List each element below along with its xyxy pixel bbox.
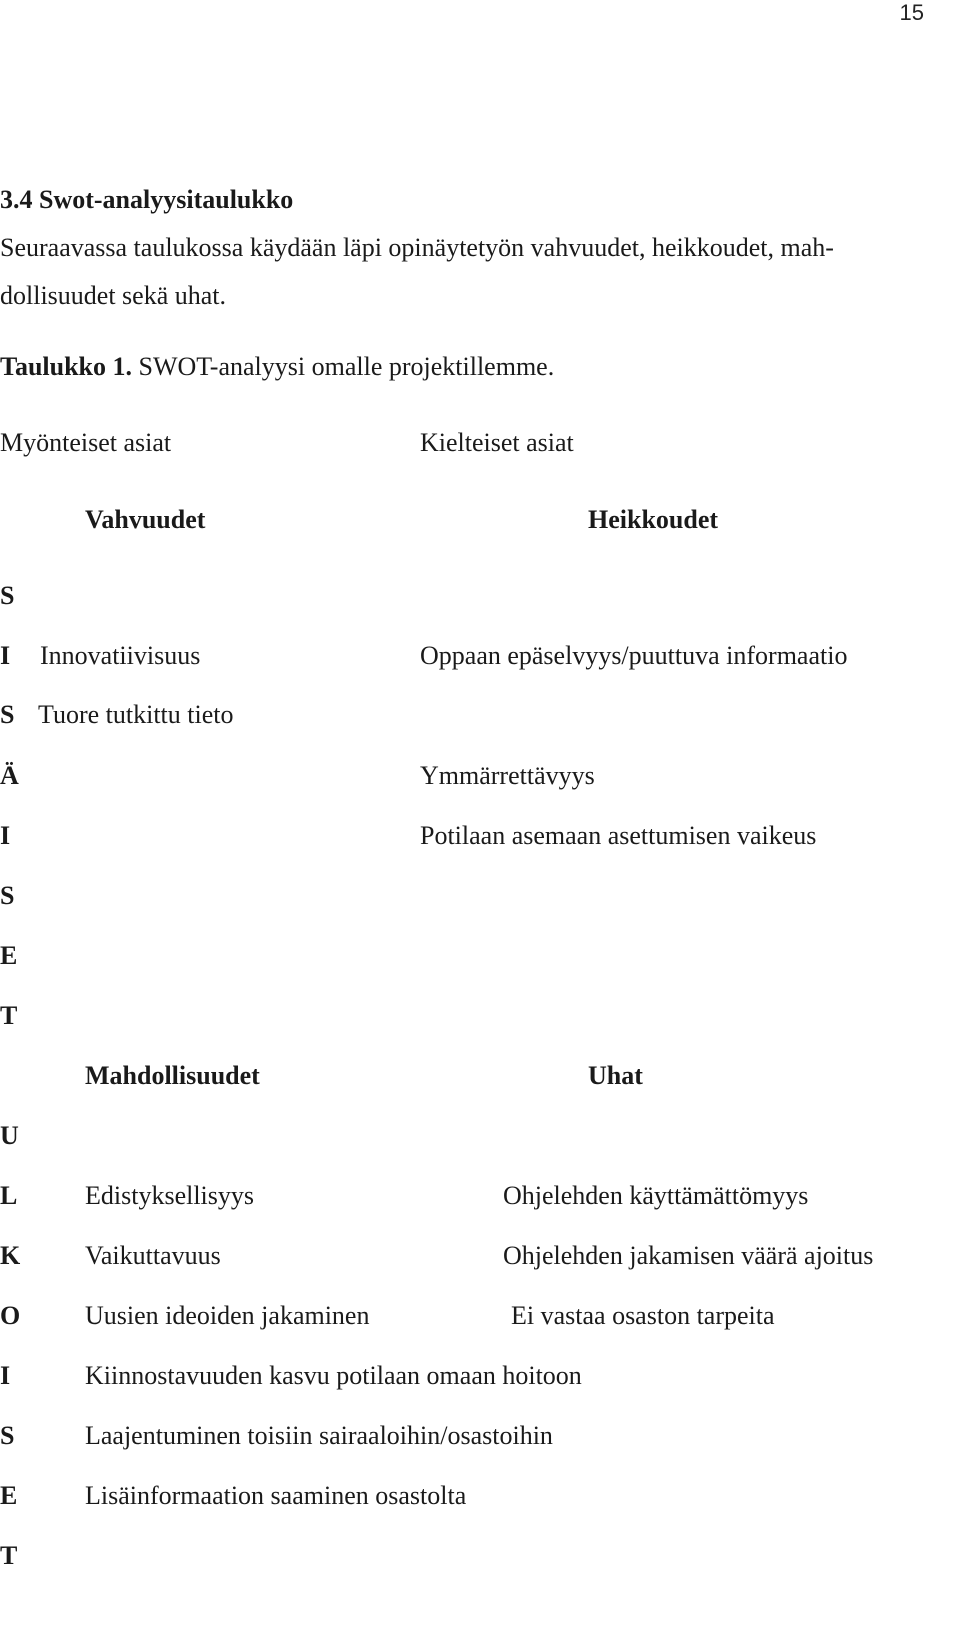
opportunity-item: Uusien ideoiden jakaminen	[85, 1301, 370, 1330]
external-letter: U	[0, 1121, 19, 1150]
weakness-item: Ymmärrettävyys	[420, 761, 595, 790]
caption-text: SWOT-analyysi omalle projektillemme.	[132, 352, 555, 381]
opportunity-item: Laajentuminen toisiin sairaaloihin/osastoihin	[85, 1421, 553, 1450]
weakness-item: Oppaan epäselvyys/puuttuva informaatio	[420, 641, 848, 670]
external-letter: K	[0, 1241, 21, 1270]
internal-letter: S	[0, 700, 15, 729]
opportunity-item: Lisäinformaation saaminen osastolta	[85, 1481, 467, 1510]
threat-item: Ei vastaa osaston tarpeita	[511, 1301, 775, 1330]
external-letter: S	[0, 1421, 15, 1450]
opportunity-item: Kiinnostavuuden kasvu potilaan omaan hoitoon	[85, 1361, 582, 1390]
internal-letter: Ä	[0, 761, 19, 790]
column-header-positive: Myönteiset asiat	[0, 428, 172, 457]
column-header-negative: Kielteiset asiat	[420, 428, 574, 457]
threat-item: Ohjelehden käyttämättömyys	[503, 1181, 809, 1210]
external-letter: O	[0, 1301, 21, 1330]
opportunity-item: Edistyksellisyys	[85, 1181, 255, 1210]
opportunities-heading: Mahdollisuudet	[85, 1061, 260, 1090]
internal-letter: I	[0, 821, 11, 850]
internal-letter: S	[0, 881, 15, 910]
strength-item: Innovatiivisuus	[40, 641, 201, 670]
intro-line-2: dollisuudet sekä uhat.	[0, 281, 227, 310]
table-caption	[0, 351, 554, 383]
page-number: 15	[899, 0, 924, 25]
internal-letter: I	[0, 641, 11, 670]
external-letter: E	[0, 1481, 18, 1510]
external-letter: T	[0, 1541, 18, 1570]
strengths-heading: Vahvuudet	[85, 505, 206, 534]
strength-item: Tuore tutkittu tieto	[38, 700, 234, 729]
opportunity-item: Vaikuttavuus	[85, 1241, 221, 1270]
external-letter: L	[0, 1181, 18, 1210]
external-letter: I	[0, 1361, 11, 1390]
internal-letter: T	[0, 1001, 18, 1030]
internal-letter: S	[0, 581, 15, 610]
weakness-item: Potilaan asemaan asettumisen vaikeus	[420, 821, 817, 850]
threat-item: Ohjelehden jakamisen väärä ajoitus	[503, 1241, 874, 1270]
weaknesses-heading: Heikkoudet	[588, 505, 719, 534]
caption-label: Taulukko 1.	[0, 352, 133, 381]
section-heading: 3.4 Swot-analyysitaulukko	[0, 185, 294, 214]
threats-heading: Uhat	[588, 1061, 643, 1090]
intro-line-1: Seuraavassa taulukossa käydään läpi opinäytetyön vahvuudet, heikkoudet, mah-	[0, 233, 834, 262]
internal-letter: E	[0, 941, 18, 970]
